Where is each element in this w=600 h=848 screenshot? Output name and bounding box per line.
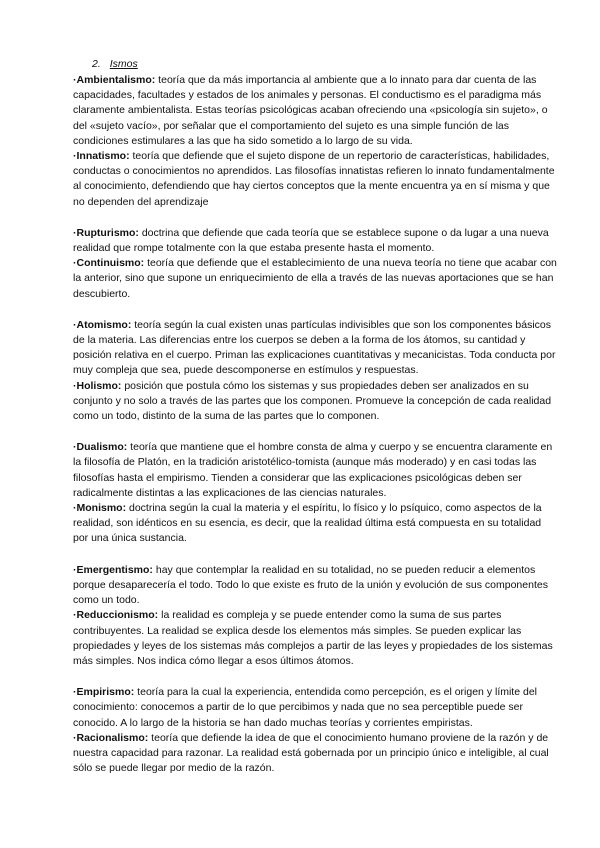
term-label: ·Empirismo: [73,686,135,699]
definition-holismo [73,379,559,425]
definition-group-2 [73,226,559,302]
definition-text: doctrina según la cual la materia y el espíritu, lo físico y lo psíquico, como aspectos de la realidad, son idénticos en su esencia, es decir, que la realidad última está compuesta en su totalidad por una única sustancia. [73,502,542,545]
term-label: ·Racionalismo: [73,731,149,744]
definition-text: la realidad es compleja y se puede entender como la suma de sus partes contribuyentes. La realidad se explica desde los elementos más simples. Se pueden explicar las propiedades y leyes de los sistemas más complejos a partir de las leyes y propiedades de los sistemas más simples. Nos indica cómo llegar a esos últimos átomos. [73,609,553,667]
definition-text: teoría para la cual la experiencia, entendida como percepción, es el origen y límite del conocimiento: conocemos a partir de lo que percibimos y nada que no sea perceptible puede ser conocido. A lo largo de la historia se han dado muchas teorías y corrientes empiristas. [73,686,537,729]
definition-text: doctrina que defiende que cada teoría que se establece supone o da lugar a una nueva realidad que rompe totalmente con la que estaba presente hasta el momento. [73,226,549,255]
definition-text: teoría que defiende que el establecimiento de una nueva teoría no tiene que acabar con la anterior, sino que supone un enriquecimiento de ella a través de las nuevas aportaciones que se han descubierto. [73,257,557,300]
term-label: ·Innatismo: [73,150,130,163]
term-label: ·Dualismo: [73,441,128,454]
definition-emergentismo [73,563,559,609]
definition-innatismo [73,149,559,210]
definition-reduccionismo [73,608,559,669]
term-label: ·Emergentismo: [73,563,153,576]
definition-monismo [73,501,559,547]
definition-group-4 [73,440,559,546]
term-label: ·Ambientalismo: [73,74,156,86]
section-heading [92,57,559,72]
definition-text: teoría que defiende que el sujeto dispone de un repertorio de características, habilidades, conductas o conocimientos no aprendidos. Las filosofías innatistas refieren lo innato fundamentalmente al conocimiento, defendiendo que hay ciertos conceptos que la mente encuentra ya en sí misma y que no dependen del aprendizaje [73,150,555,208]
definition-rupturismo [73,226,559,256]
section-number: 2. [92,58,101,70]
term-label: ·Reduccionismo: [73,609,159,622]
document-page [73,57,559,792]
term-label: ·Atomismo: [73,318,132,331]
definition-dualismo [73,440,559,501]
definition-ambientalismo [73,73,559,149]
definition-atomismo [73,318,559,379]
definition-text: teoría según la cual existen unas partículas indivisibles que son los componentes básicos de la materia. Las diferencias entre los cuerpos se deben a la forma de los átomos, su cantidad y posición relativa en el cuerpo. Priman las explicaciones cuantitativas y mecanicistas. Toda conducta por muy compleja que sea, puede descomponerse en estímulos y respuestas. [73,318,556,377]
definition-group-6 [73,685,559,776]
term-label: ·Holismo: [73,379,122,392]
definition-text: hay que contemplar la realidad en su totalidad, no se pueden reducir a elementos porque desaparecería el todo. Todo lo que existe es fruto de la unión y evolución de sus componentes como un todo. [73,563,548,607]
definition-group-3 [73,318,559,424]
definition-continuismo [73,256,559,302]
definition-group-5 [73,563,559,669]
term-label: ·Monismo: [73,502,127,515]
definition-group-1 [73,73,559,210]
term-label: ·Rupturismo: [73,226,139,239]
definition-text: teoría que defiende la idea de que el conocimiento humano proviene de la razón y de nuestra capacidad para razonar. La realidad está gobernada por un principio único e inteligible, al cual sólo se puede llegar por medio de la razón. [73,731,549,775]
definition-racionalismo [73,731,559,777]
definition-empirismo [73,685,559,731]
section-title: Ismos [109,58,138,70]
definition-text: teoría que da más importancia al ambiente que a lo innato para dar cuenta de las capacidades, facultades y estados de los animales y personas. El conductismo es el paradigma más claramente ambientalista. Estas teorías psicológicas acaban ofreciendo una «psicología sin sujeto», o del «sujeto vacío», por señalar que el comportamiento del sujeto es una simple función de las condiciones estimulares a las que ha sido sometido a lo largo de su vida. [73,74,548,147]
definition-text: teoría que mantiene que el hombre consta de alma y cuerpo y se encuentra claramente en la filosofía de Platón, en la tradición aristotélico-tomista (aunque más moderado) y en casi todas las filosofías hasta el empirismo. Tienden a considerar que las explicaciones psicológicas deben ser radicalmente distintas a las explicaciones de las ciencias naturales. [73,441,553,499]
term-label: ·Continuismo: [73,257,145,270]
definition-text: posición que postula cómo los sistemas y sus propiedades deben ser analizados en su conjunto y no solo a través de las partes que los componen. Promueve la concepción de cada realidad como un todo, distinto de la suma de las partes que lo componen. [73,379,552,423]
